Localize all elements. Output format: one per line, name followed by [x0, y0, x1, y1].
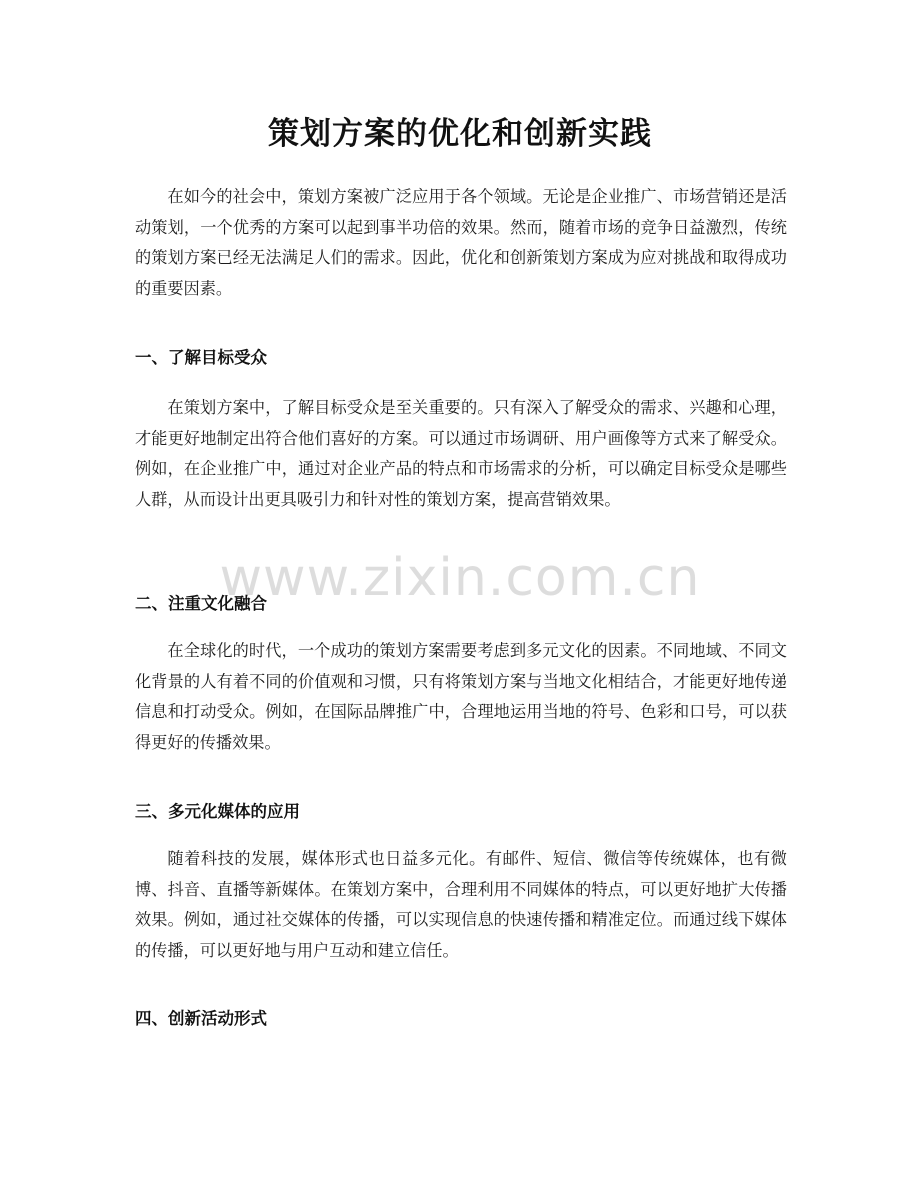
section-body-2: 在全球化的时代，一个成功的策划方案需要考虑到多元文化的因素。不同地域、不同文化背景的人有着不同的价值观和习惯，只有将策划方案与当地文化相结合，才能更好地传递信息和打动受众。例如，在国际品牌推广中，合理地运用当地的符号、色彩和口号，可以获得更好的传播效果。 — [135, 641, 787, 752]
section-heading-3: 三、多元化媒体的应用 — [135, 802, 300, 821]
section-body-3: 随着科技的发展，媒体形式也日益多元化。有邮件、短信、微信等传统媒体，也有微博、抖音、直播等新媒体。在策划方案中，合理利用不同媒体的特点，可以更好地扩大传播效果。例如，通过社交媒体的传播，可以实现信息的快速传播和精准定位。而通过线下媒体的传播，可以更好地与用户互动和建立信任。 — [135, 849, 787, 960]
section-body-1: 在策划方案中，了解目标受众是至关重要的。只有深入了解受众的需求、兴趣和心理，才能更好地制定出符合他们喜好的方案。可以通过市场调研、用户画像等方式来了解受众。例如，在企业推广中，通过对企业产品的特点和市场需求的分析，可以确定目标受众是哪些人群，从而设计出更具吸引力和针对性的策划方案，提高营销效果。 — [135, 398, 787, 509]
section-heading-4: 四、创新活动形式 — [135, 1009, 267, 1028]
section-heading-2: 二、注重文化融合 — [135, 594, 267, 613]
watermark-text: www.zixin.com.cn — [219, 548, 701, 608]
section-heading-1: 一、了解目标受众 — [135, 348, 267, 367]
intro-paragraph: 在如今的社会中，策划方案被广泛应用于各个领域。无论是企业推广、市场营销还是活动策划，一个优秀的方案可以起到事半功倍的效果。然而，随着市场的竞争日益激烈，传统的策划方案已经无法满足人们的需求。因此，优化和创新策划方案成为应对挑战和取得成功的重要因素。 — [135, 187, 787, 298]
document-title: 策划方案的优化和创新实践 — [268, 116, 652, 152]
